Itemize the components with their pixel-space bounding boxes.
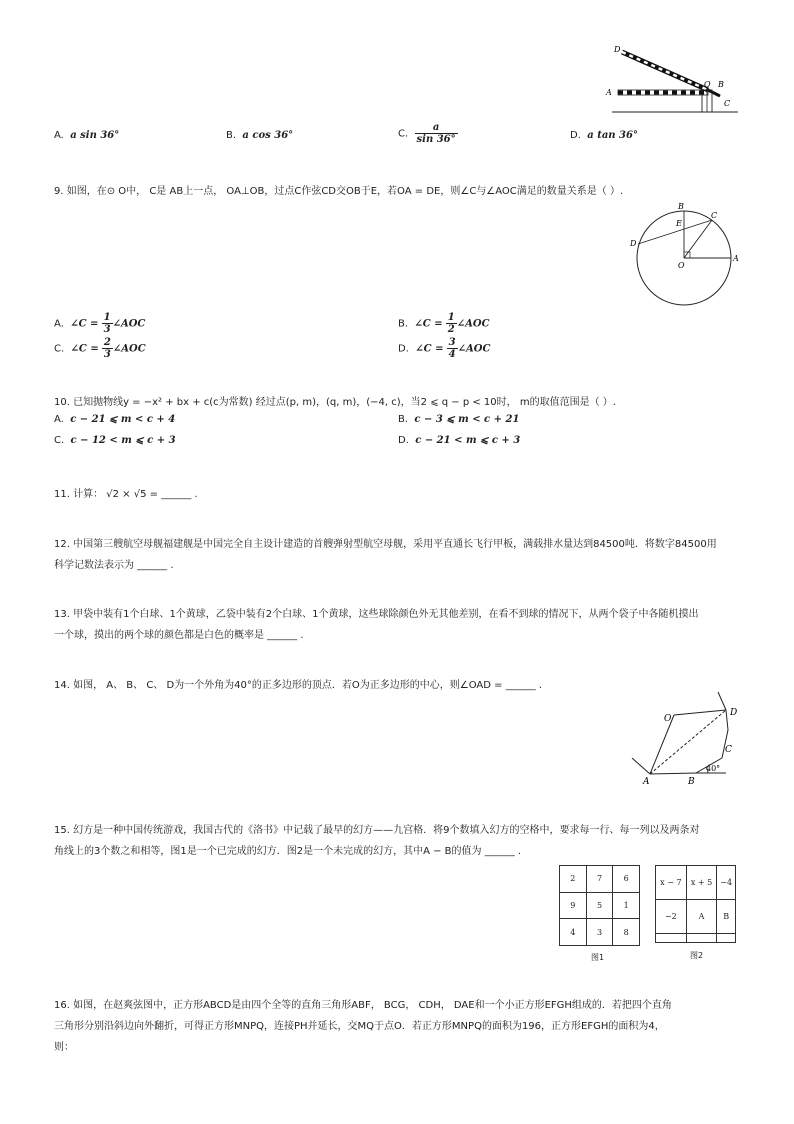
q8-option-c-numerator: a <box>415 122 458 134</box>
q15-magic-square-1 <box>559 865 640 946</box>
grid1-cell: 7 <box>586 866 613 893</box>
q8-label-b: B <box>718 80 724 89</box>
q10-option-d-letter: D. <box>398 435 409 446</box>
q12-line-1: 12. 中国第三艘航空母舰福建舰是中国完全自主设计建造的首艘弹射型航空母舰，采用平直通长飞行甲板，满载排水量达到84500吨．将数字84500用 <box>54 539 717 550</box>
grid2-cell: x − 7 <box>656 866 687 900</box>
q15-line-1: 15. 幻方是一种中国传统游戏，我国古代的《洛书》中记载了最早的幻方——九宫格．将9个数填入幻方的空格中，要求每一行、每一列以及两条对 <box>54 825 700 836</box>
q15-magic-square-2 <box>655 865 736 943</box>
q14-angle-label: 40° <box>706 764 721 773</box>
grid1-cell: 8 <box>613 919 640 946</box>
q15-caption-1: 图1 <box>591 953 605 962</box>
grid1-cell: 3 <box>586 919 613 946</box>
q9-option-c-fraction <box>102 337 113 360</box>
q8-option-d <box>570 130 638 141</box>
q9-option-a-letter: A. <box>54 318 64 330</box>
q9-label-e: E <box>676 219 682 228</box>
q8-option-c-denominator: sin 36° <box>416 134 456 145</box>
q11-stem: 11. 计算： √2 × √5 = ______ . <box>54 489 198 500</box>
q10-option-b <box>398 414 519 425</box>
q14-label-c: C <box>725 745 732 755</box>
grid1-cell: 9 <box>560 892 587 919</box>
q8-option-c <box>398 122 458 145</box>
q16-line-1: 16. 如图，在赵爽弦图中，正方形ABCD是由四个全等的直角三角形ABF， BCG， CDH， DAE和一个小正方形EFGH组成的．若把四个直角 <box>54 1000 672 1011</box>
q8-option-b-text: a cos 36° <box>242 130 294 141</box>
q10-option-c-letter: C. <box>54 435 65 446</box>
grid2-cell <box>717 934 736 943</box>
q13-line-2: 一个球，摸出的两个球的颜色都是白色的概率是 ______ . <box>54 630 304 641</box>
q14-label-d: D <box>730 708 738 718</box>
grid1-cell: 4 <box>560 919 587 946</box>
q10-option-c-text: c − 12 < m ⩽ c + 3 <box>70 435 176 446</box>
grid2-cell: −4 <box>717 866 736 900</box>
q9-option-d-numerator: 3 <box>448 337 456 348</box>
q9-option-b-lhs: ∠C = <box>414 318 443 330</box>
grid2-cell <box>656 934 687 943</box>
q8-label-o: O <box>704 80 711 89</box>
q9-option-d-rhs: ∠AOC <box>457 343 491 355</box>
grid2-cell: −2 <box>656 900 687 934</box>
grid1-cell: 5 <box>586 892 613 919</box>
q15-caption-2: 图2 <box>690 951 704 960</box>
grid2-cell: x + 5 <box>686 866 717 900</box>
q9-label-a: A <box>733 254 739 263</box>
q8-option-b-letter: B. <box>226 130 237 141</box>
q8-option-a <box>54 130 119 141</box>
q8-option-a-letter: A. <box>54 130 64 141</box>
q10-option-a-letter: A. <box>54 414 64 425</box>
q8-label-a: A <box>606 88 612 97</box>
q9-option-d <box>398 337 490 360</box>
q8-option-b <box>226 130 293 141</box>
q9-option-d-denominator: 4 <box>448 349 456 360</box>
q9-option-b-rhs: ∠AOC <box>456 318 490 330</box>
q9-option-b-numerator: 1 <box>447 312 455 323</box>
q9-option-c-denominator: 3 <box>103 349 111 360</box>
q9-option-b-denominator: 2 <box>447 324 455 335</box>
q10-option-b-letter: B. <box>398 414 409 425</box>
grid1-cell: 2 <box>560 866 587 893</box>
grid1-cell: 1 <box>613 892 640 919</box>
q10-option-c <box>54 435 176 446</box>
q9-figure <box>626 200 746 310</box>
q14-label-a: A <box>643 777 650 787</box>
q8-label-d: D <box>614 45 621 54</box>
q9-option-b <box>398 312 490 335</box>
q9-option-c <box>54 337 146 360</box>
q10-option-d-text: c − 21 < m ⩽ c + 3 <box>415 435 521 446</box>
grid2-cell <box>686 934 717 943</box>
q9-option-a-denominator: 3 <box>103 324 111 335</box>
q9-option-a-numerator: 1 <box>103 312 111 323</box>
q16-line-3: 则： <box>54 1042 74 1053</box>
q8-option-d-letter: D. <box>570 130 581 141</box>
q8-option-c-fraction <box>415 122 458 145</box>
q9-label-c: C <box>711 211 718 220</box>
q9-option-a-rhs: ∠AOC <box>112 318 146 330</box>
q10-option-d <box>398 435 520 446</box>
q8-option-d-text: a tan 36° <box>587 130 638 141</box>
q16-line-2: 三角形分别沿斜边向外翻折，可得正方形MNPQ，连接PH并延长，交MQ于点O．若正方形MNPQ的面积为196，正方形EFGH的面积为4， <box>54 1021 665 1032</box>
q8-figure <box>600 44 740 118</box>
q10-option-b-text: c − 3 ⩽ m < c + 21 <box>414 414 520 425</box>
q15-line-2: 角线上的3个数之和相等，图1是一个已完成的幻方．图2是一个未完成的幻方，其中A − B的值为 ______ . <box>54 846 522 857</box>
q10-option-a <box>54 414 175 425</box>
q9-option-b-letter: B. <box>398 318 409 330</box>
q14-label-b: B <box>688 777 695 787</box>
q9-label-o: O <box>678 261 685 270</box>
q9-option-d-fraction <box>447 337 458 360</box>
q12-line-2: 科学记数法表示为 ______ . <box>54 560 174 571</box>
q9-label-d: D <box>630 239 637 248</box>
q10-option-a-text: c − 21 ⩽ m < c + 4 <box>70 414 176 425</box>
q9-option-a <box>54 312 145 335</box>
q9-option-c-letter: C. <box>54 343 65 355</box>
q9-option-a-lhs: ∠C = <box>70 318 99 330</box>
q9-option-c-rhs: ∠AOC <box>112 343 146 355</box>
q10-stem: 10. 已知抛物线y = −x² + bx + c(c为常数) 经过点(p, m)，(q, m)，(−4, c)，当2 ⩽ q − p < 10时， m的取值范围是（ ）. <box>54 397 616 408</box>
q9-option-d-lhs: ∠C = <box>415 343 444 355</box>
q14-stem: 14. 如图， A、 B、 C、 D为一个外角为40°的正多边形的顶点．若O为正多边形的中心，则∠OAD = ______ . <box>54 680 543 691</box>
q9-stem: 9. 如图，在⊙ O中， C是 AB上一点， OA⊥OB，过点C作弦CD交OB于E，若OA = DE，则∠C与∠AOC满足的数量关系是（ ）. <box>54 186 624 197</box>
q9-option-a-fraction <box>102 312 113 335</box>
q13-line-1: 13. 甲袋中装有1个白球、1个黄球，乙袋中装有2个白球、1个黄球，这些球除颜色外无其他差别，在看不到球的情况下，从两个袋子中各随机摸出 <box>54 609 699 620</box>
q14-label-o: O <box>664 714 672 724</box>
q9-option-d-letter: D. <box>398 343 409 355</box>
grid2-cell: A <box>686 900 717 934</box>
q8-option-c-letter: C. <box>398 128 409 140</box>
q14-figure <box>622 688 748 788</box>
q9-option-c-lhs: ∠C = <box>70 343 99 355</box>
q8-option-a-text: a sin 36° <box>70 130 120 141</box>
q8-label-c: C <box>724 99 731 108</box>
q9-label-b: B <box>678 202 684 211</box>
q9-option-c-numerator: 2 <box>103 337 111 348</box>
grid1-cell: 6 <box>613 866 640 893</box>
grid2-cell: B <box>717 900 736 934</box>
q9-option-b-fraction <box>446 312 457 335</box>
